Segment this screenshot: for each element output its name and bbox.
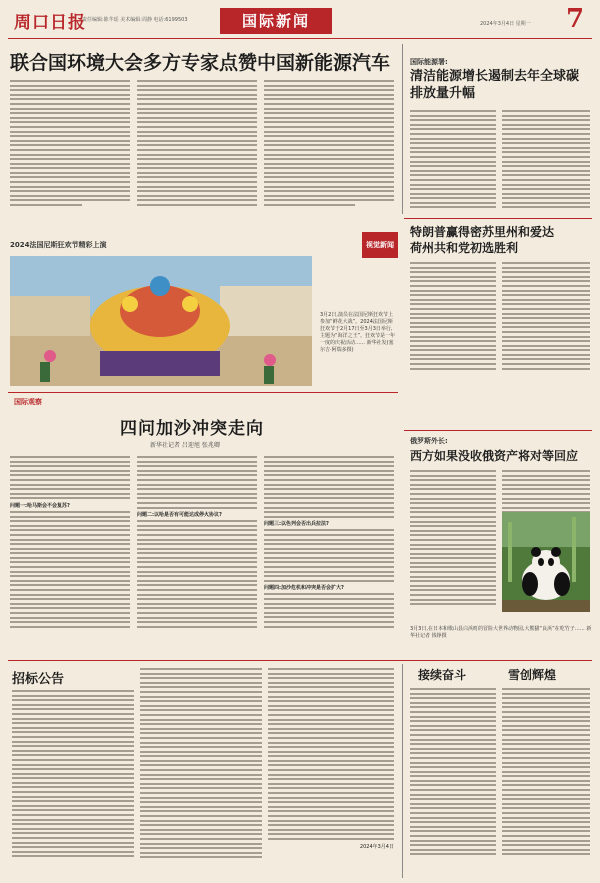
relay-col	[410, 688, 496, 858]
section-title: 国际新闻	[220, 8, 332, 34]
bottom-divider	[402, 664, 403, 878]
feature-col1	[10, 456, 130, 630]
feature-headline: 四问加沙冲突走向	[120, 419, 264, 439]
panda-caption-text: 3月3日,在日本和歌山县白浜町的冒险大世界动物园,大熊猫“良浜”在吃竹子……	[410, 626, 585, 632]
trump-col1	[410, 262, 496, 372]
header-meta: 责任编辑:陈芊瑶 美术编辑:周静 电话:6199503	[82, 17, 188, 23]
masthead: 周口日报	[14, 13, 86, 33]
photo-credit: 新华社发(塞尔吉·阿瑞多摄)	[320, 340, 394, 353]
snow-title: 雪创辉煌	[508, 668, 557, 682]
russia-col1	[410, 470, 496, 608]
feature-col2	[137, 456, 257, 630]
panda-photo	[502, 512, 590, 612]
right-top-col2	[502, 110, 590, 211]
column-divider	[402, 44, 403, 214]
carnival-photo	[10, 256, 312, 386]
ad-title: 招标公告	[12, 672, 65, 687]
issue-date: 2024年3月4日 星期一	[480, 21, 531, 27]
ad-date: 2024年3月4日	[359, 843, 394, 850]
feature-section-tag: 国际观察	[14, 397, 42, 406]
ad-col1	[12, 690, 134, 860]
page-number: 7	[566, 4, 585, 34]
panda-photo-art	[502, 512, 590, 612]
panda-caption	[410, 626, 592, 640]
feature-q4: 问题四:加沙危机和冲突是否会扩大?	[264, 585, 344, 592]
lead-story-col1	[10, 80, 130, 209]
lead-story-col2	[137, 80, 257, 209]
feature-q3: 问题三:以色列会否出兵拉法?	[264, 521, 329, 528]
snow-col	[502, 688, 590, 858]
right-rule-1	[404, 218, 592, 219]
photo-title: 2024法国尼斯狂欢节精彩上演	[10, 241, 107, 249]
ad-col2	[140, 668, 262, 861]
bottom-rule	[8, 660, 592, 661]
carnival-photo-art	[10, 256, 312, 386]
trump-headline-line2: 荷州共和党初选胜利	[410, 241, 519, 255]
feature-q1: 问题一:哈马斯会不会复苏?	[10, 502, 70, 509]
feature-byline: 新华社记者 吕迎旭 张兆卿	[150, 442, 220, 449]
trump-col2	[502, 262, 590, 372]
right-top-headline: 清洁能源增长遏制去年全球碳排放量升幅	[410, 69, 580, 101]
russia-headline: 西方如果没收俄资产将对等回应	[410, 449, 579, 463]
feature-col3	[264, 456, 394, 630]
right-top-col1	[410, 110, 496, 211]
relay-title: 接续奋斗	[418, 668, 467, 682]
feature-q2: 问题二:以哈是否有可能达成停火协议?	[137, 512, 222, 519]
panda-credit: 新华社记者 钱铮摄	[410, 626, 592, 639]
right-top-kicker: 国际能源署:	[410, 58, 448, 66]
feature-top-rule	[8, 392, 398, 393]
russia-kicker: 俄罗斯外长:	[410, 437, 448, 445]
right-rule-2	[404, 430, 592, 431]
visual-news-badge: 视觉新闻	[362, 232, 398, 258]
lead-headline: 联合国环境大会多方专家点赞中国新能源汽车	[10, 52, 391, 74]
photo-caption	[320, 312, 396, 354]
trump-headline-line1: 特朗普赢得密苏里州和爱达	[410, 225, 555, 239]
ad-col3	[268, 668, 394, 850]
trump-headline	[410, 224, 592, 256]
photo-caption-text: 3月2日,演员在法国尼斯狂欢节上参加“鲜花大战”。2024法国尼斯狂欢节于2月17日至3月3日举行,主题为“海洋之王”。狂欢节是一年一度的庆祝活动……	[320, 312, 396, 346]
header-rule	[8, 38, 592, 39]
lead-story-col3	[264, 80, 394, 209]
